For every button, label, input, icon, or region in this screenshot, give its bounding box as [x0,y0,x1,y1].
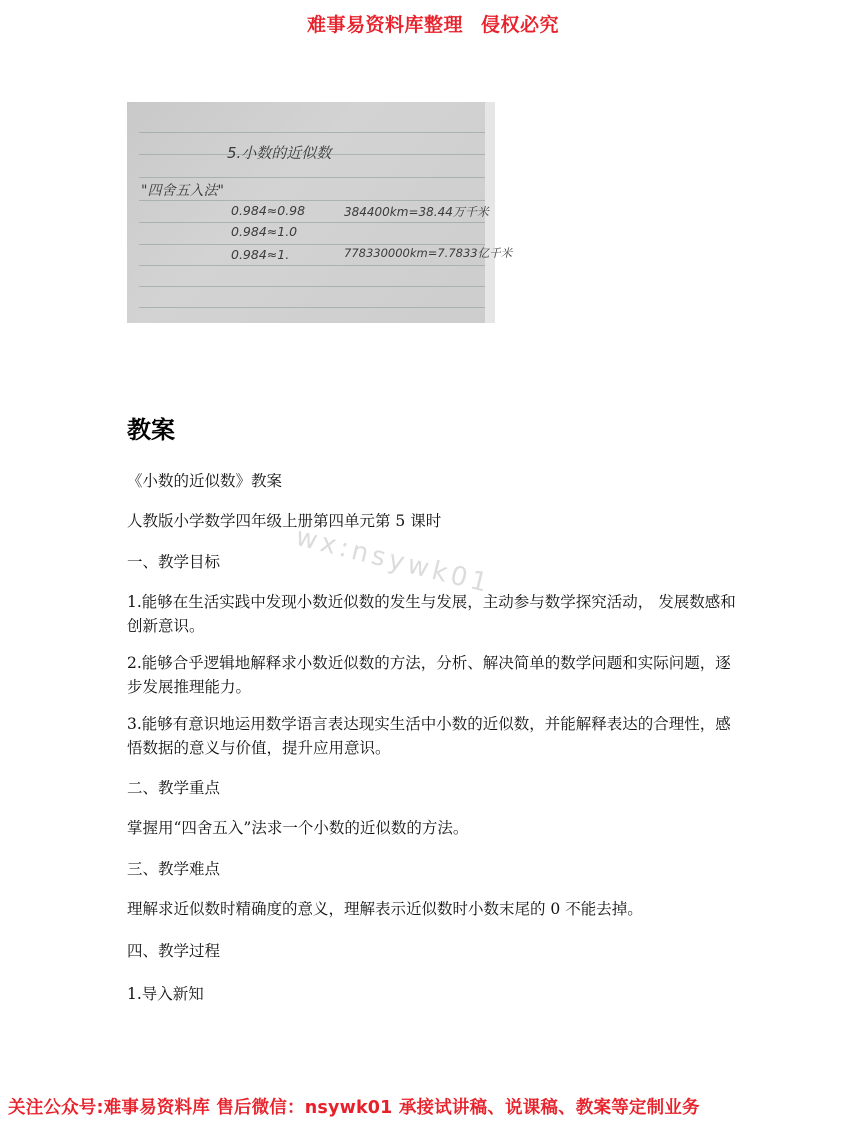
notebook-photo [127,102,513,323]
photo-line-3-left: 0.984≈1. [231,247,290,262]
watermark: wx:nsywk01 [292,522,495,600]
doc-title: 《小数的近似数》教案 [127,472,283,490]
goal-2: 2.能够合乎逻辑地解释求小数近似数的方法，分析、解决简单的数学问题和实际问题，逐步发展推理能力。 [127,654,731,696]
section-heading-key-points: 二、教学重点 [127,779,221,797]
process-step-1: 1.导入新知 [127,985,204,1003]
goal-3: 3.能够有意识地运用数学语言表达现实生活中小数的近似数，并能解释表达的合理性，感悟数据的意义与价值，提升应用意识。 [127,715,731,757]
section-heading-difficulties: 三、教学难点 [127,860,221,878]
photo-method: "四舍五入法" [141,183,224,199]
key-point-text: 掌握用“四舍五入”法求一个小数的近似数的方法。 [127,819,469,837]
section-heading-process: 四、教学过程 [127,942,221,960]
footer-banner: 关注公众号:难事易资料库 售后微信：nsywk01 承接试讲稿、说课稿、教案等定制业务 [8,1098,700,1118]
photo-line-3-right: 778330000km=7.7833亿千米 [344,246,513,260]
header-banner-right: 侵权必究 [481,14,560,36]
header-banner-left: 难事易资料库整理 [306,14,463,36]
photo-line-2-left: 0.984≈1.0 [231,224,298,239]
goal-1: 1.能够在生活实践中发现小数近似数的发生与发展，主动参与数学探究活动， 发展数感和创新意识。 [127,593,736,635]
doc-edition: 人教版小学数学四年级上册第四单元第 5 课时 [127,512,442,530]
photo-line-1-left: 0.984≈0.98 [231,203,306,218]
photo-title: 5.小数的近似数 [227,144,332,162]
header-banner [0,10,866,37]
photo-line-1-right: 384400km=38.44万千米 [344,205,489,219]
doc-heading: 教案 [127,416,175,444]
section-heading-goals: 一、教学目标 [127,553,221,571]
difficulty-text: 理解求近似数时精确度的意义，理解表示近似数时小数末尾的 0 不能去掉。 [127,900,643,918]
